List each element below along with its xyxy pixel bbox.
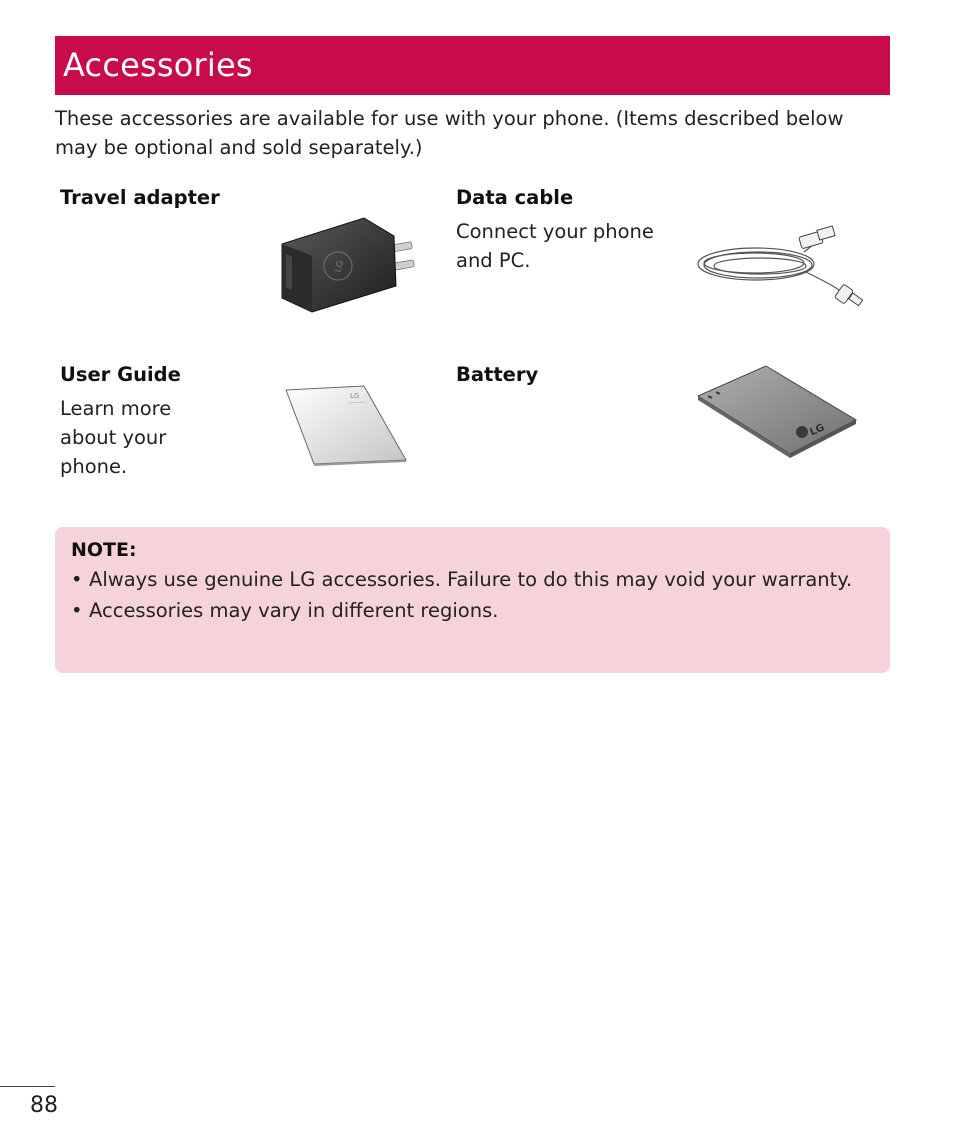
item-data-cable <box>456 185 681 275</box>
intro-text: These accessories are available for use with your phone. (Items described below may be optional and sold separately.) <box>55 107 844 159</box>
title-bar <box>55 36 890 95</box>
item-title: User Guide <box>60 363 181 386</box>
bullet-icon: • <box>71 599 83 622</box>
page-number: 88 <box>30 1093 58 1118</box>
item-battery <box>456 362 656 388</box>
note-text: Always use genuine LG accessories. Failure to do this may void your warranty. <box>89 568 853 591</box>
note-box <box>55 527 890 673</box>
data-cable-icon <box>694 222 874 314</box>
footer-rule <box>0 1086 55 1087</box>
item-description: Learn more about your phone. <box>60 397 172 478</box>
item-title: Data cable <box>456 186 574 209</box>
page-title: Accessories <box>63 46 253 84</box>
item-description: Connect your phone and PC. <box>456 220 654 272</box>
user-guide-icon <box>284 384 410 468</box>
note-text: Accessories may vary in different regions. <box>89 599 499 622</box>
list-item <box>71 565 874 594</box>
note-title: NOTE: <box>71 539 137 561</box>
travel-adapter-icon <box>272 210 422 318</box>
svg-text:LG: LG <box>333 259 347 274</box>
item-travel-adapter <box>60 185 260 211</box>
svg-text:LG: LG <box>350 392 360 400</box>
battery-icon <box>694 362 860 458</box>
list-item <box>71 596 874 625</box>
svg-text:LG: LG <box>808 422 827 439</box>
item-user-guide <box>60 362 250 481</box>
item-title: Battery <box>456 363 539 386</box>
note-list <box>71 565 874 625</box>
bullet-icon: • <box>71 568 83 591</box>
item-title: Travel adapter <box>60 186 220 209</box>
